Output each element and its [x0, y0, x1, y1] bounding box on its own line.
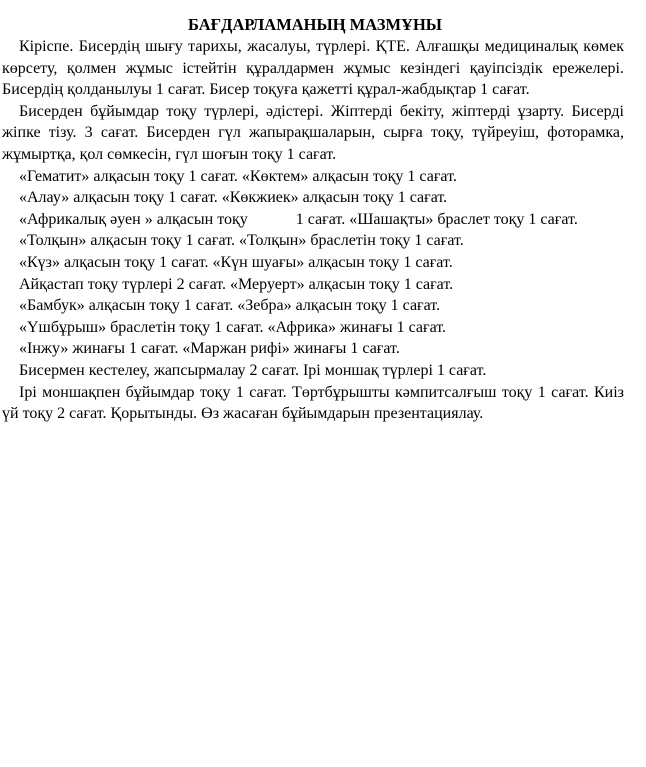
line-tolkyn: «Толқын» алқасын тоқу 1 сағат. «Толқын» браслетін тоқу 1 сағат. [19, 232, 464, 250]
africa-line-part2: 1 сағат. «Шашақты» браслет тоқу 1 сағат. [295, 210, 578, 228]
line-kuz-kun-shuagy: «Күз» алқасын тоқу 1 сағат. «Күн шуағы» алқасын тоқу 1 сағат. [19, 253, 453, 271]
line-gematit-koktem: «Гематит» алқасын тоқу 1 сағат. «Көктем» алқасын тоқу 1 сағат. [19, 167, 457, 185]
line-alau-kokzhiek: «Алау» алқасын тоқу 1 сағат. «Көкжиек» алқасын тоқу 1 сағат. [19, 189, 448, 207]
paragraph-introduction: Кіріспе. Бисердің шығу тарихы, жасалуы, түрлері. ҚТЕ. Алғашқы медициналық көмек көрсету, қолмен жұмыс істейтін құралдармен жұмыс кезіндегі қауіпсіздік ережелері. Бисердің қолданылуы 1 сағат. Бисер тоқуға қажетті құрал-жабдықтар 1 сағат. [2, 38, 624, 99]
africa-line-part1: «Африкалық әуен » алқасын тоқу [19, 210, 248, 228]
line-bambuk-zebra: «Бамбук» алқасын тоқу 1 сағат. «Зебра» алқасын тоқу 1 сағат. [19, 297, 441, 315]
line-aikastap-meruert: Айқастап тоқу түрлері 2 сағат. «Меруерт» алқасын тоқу 1 сағат. [19, 275, 454, 293]
line-ushburysh-afrika: «Үшбұрыш» браслетін тоқу 1 сағат. «Африка» жинағы 1 сағат. [19, 318, 447, 336]
line-kestheleu-monshak: Бисермен кестелеу, жапсырмалау 2 сағат. Ірі моншақ түрлері 1 сағат. [19, 361, 487, 379]
line-inzhu-marzhan: «Інжу» жинағы 1 сағат. «Маржан рифі» жинағы 1 сағат. [19, 340, 400, 358]
paragraph-conclusion: Ірі моншақпен бұйымдар тоқу 1 сағат. Төртбұрышты кәмпитсалғыш тоқу 1 сағат. Киіз үй тоқу 2 сағат. Қорытынды. Өз жасаған бұйымдарын презентациялау. [2, 383, 624, 423]
paragraph-techniques: Бисерден бұйымдар тоқу түрлері, әдістері. Жіптерді бекіту, жіптерді ұзарту. Бисерді жіпке тізу. 3 сағат. Бисерден гүл жапырақшаларын, сырға тоқу, түйреуіш, фоторамка, жұмыртқа, қол сөмкесін, гүл шоғын тоқу 1 сағат. [2, 102, 624, 163]
document-title: БАҒДАРЛАМАНЫҢ МАЗМҰНЫ [188, 15, 442, 34]
paragraph-africa-shashakty [2, 209, 624, 231]
